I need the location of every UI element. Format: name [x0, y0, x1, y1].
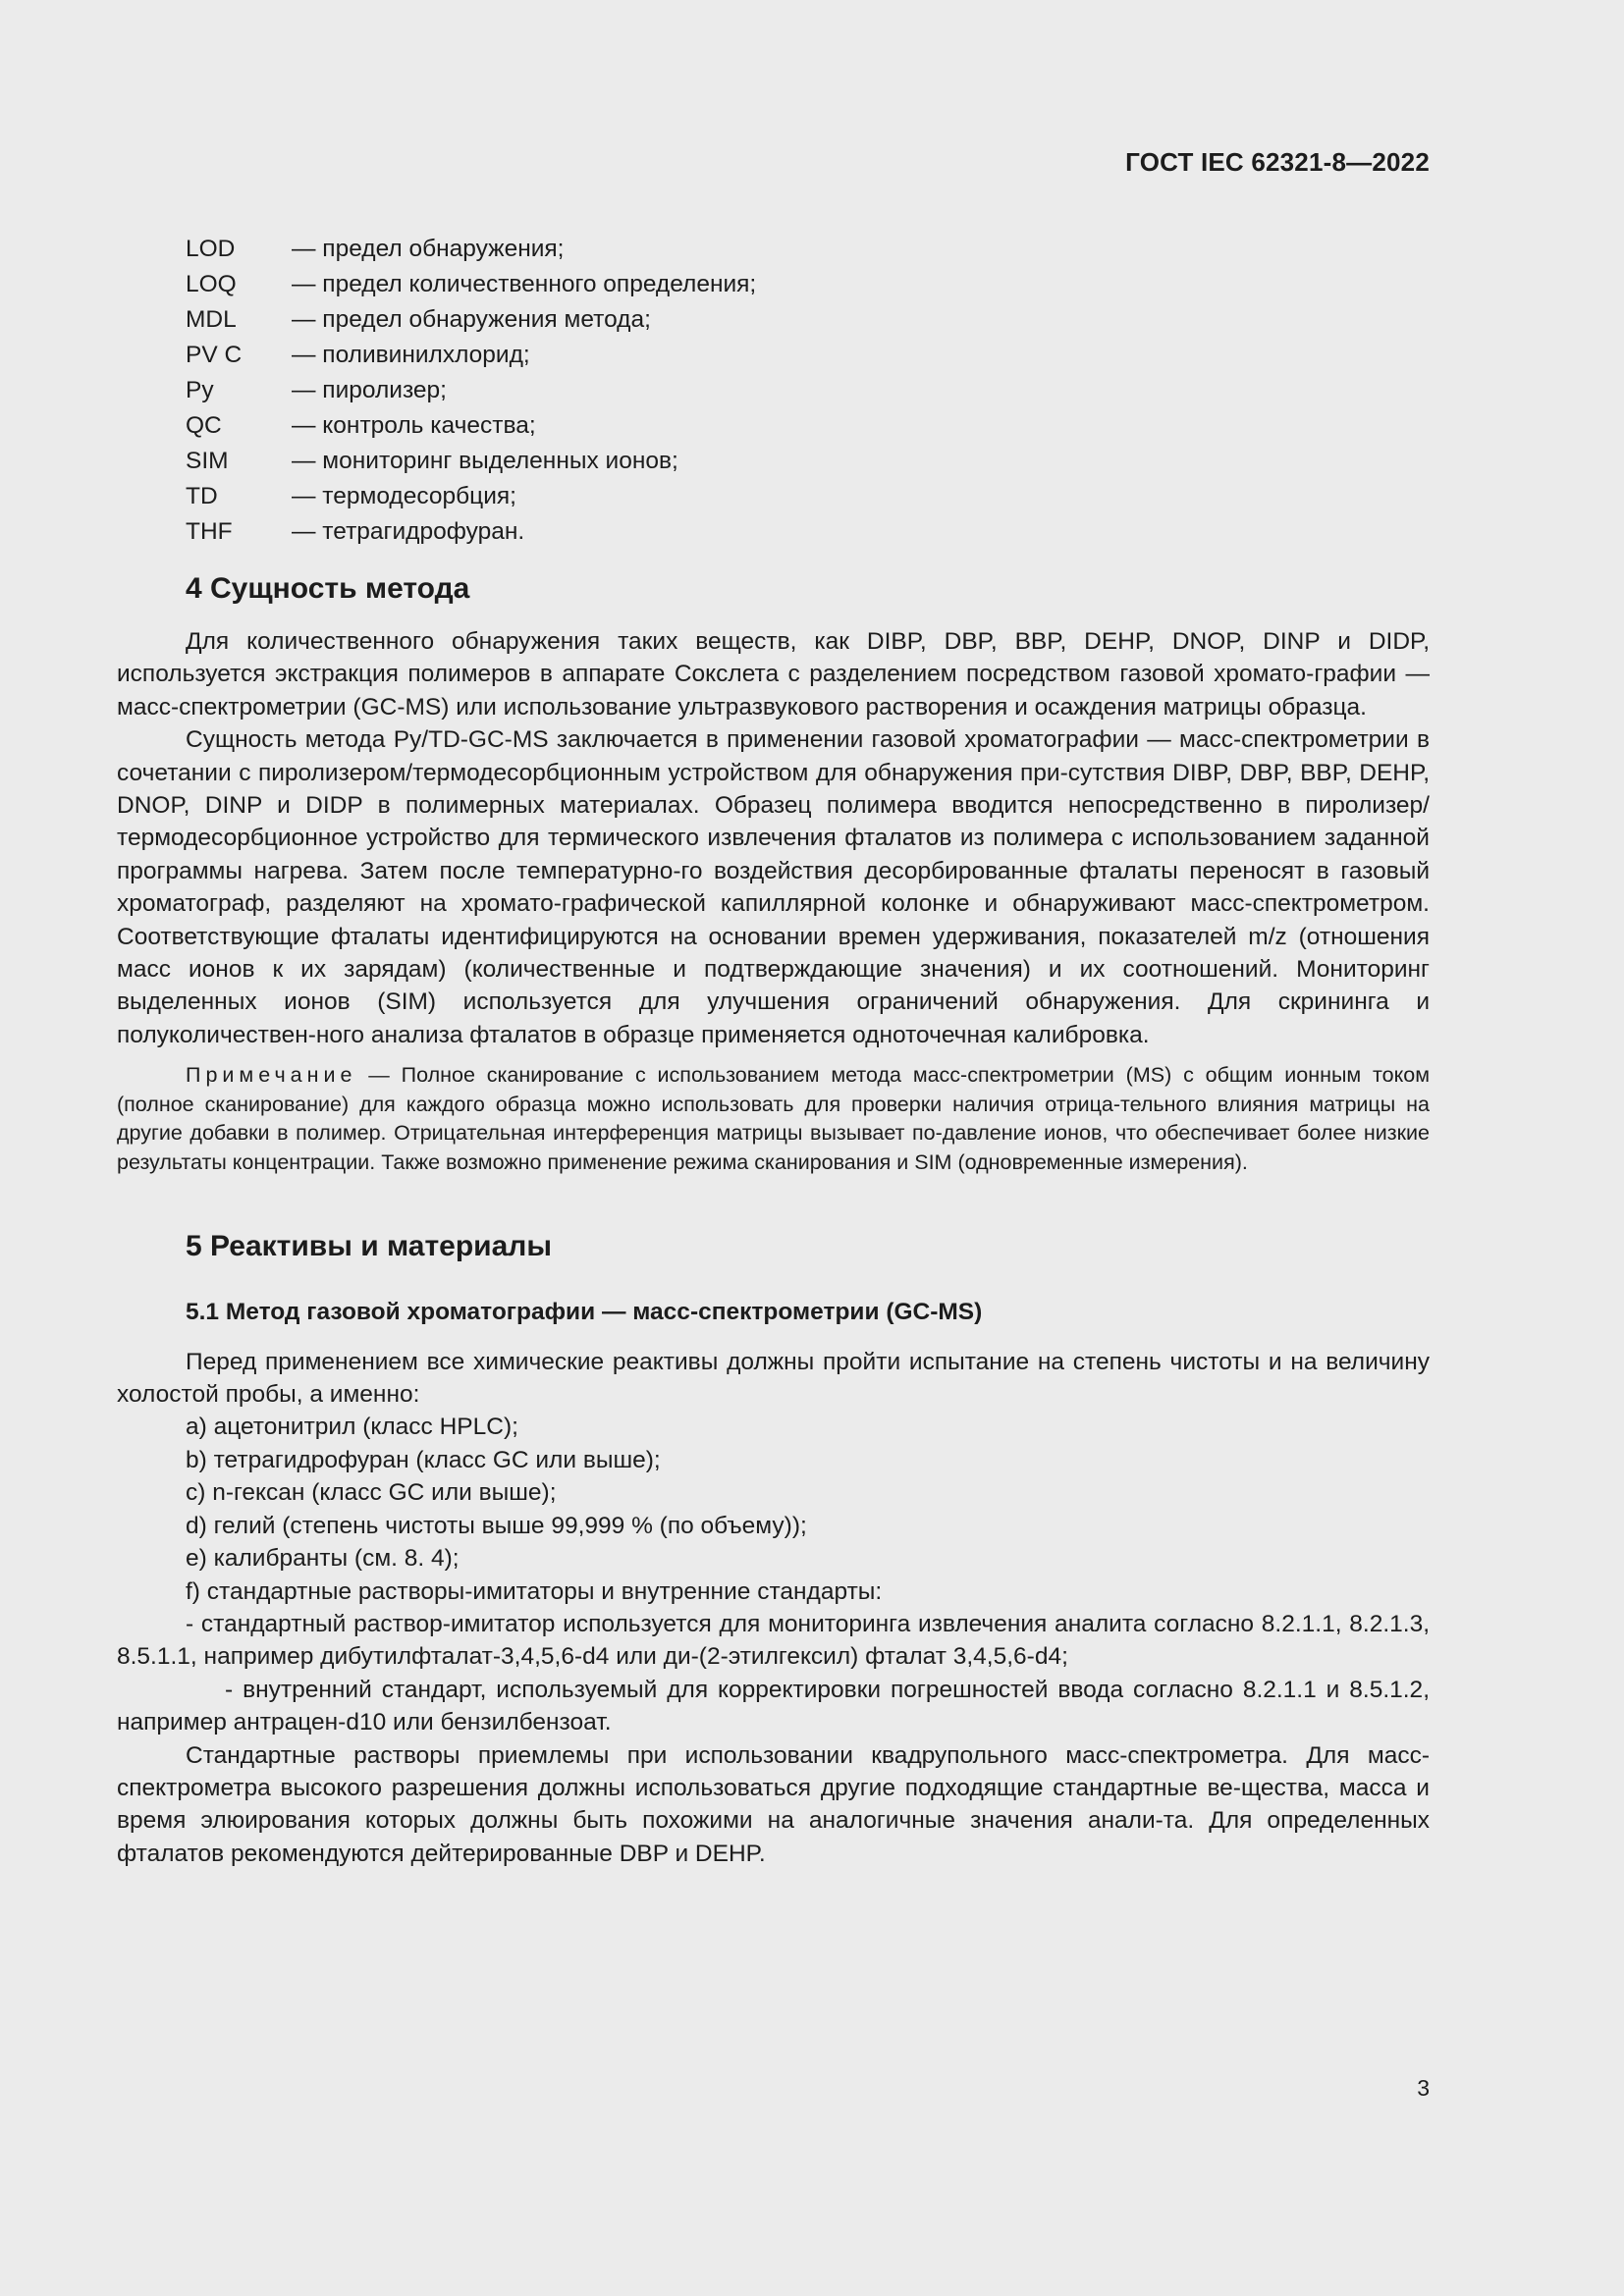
section-4-note [117, 1061, 1430, 1177]
page-content [117, 232, 1430, 1870]
abbreviation-term: TD [186, 483, 218, 509]
abbreviation-definition: — контроль качества; [292, 412, 536, 439]
sub-list-item-2: - внутренний стандарт, используемый для корректировки погрешностей ввода согласно 8.2.1.1 и 8.5.1.2, например антрацен-d10 или бензилбензоат. [117, 1676, 1430, 1736]
abbreviation-row [186, 302, 1430, 338]
section-4-body [117, 625, 1430, 1178]
section-4-heading: 4 Сущность метода [186, 572, 470, 605]
abbreviation-term: MDL [186, 306, 237, 333]
list-item: e) калибранты (см. 8. 4); [186, 1545, 460, 1573]
abbreviation-term: LOQ [186, 271, 237, 297]
abbreviation-definition: — предел обнаружения метода; [292, 306, 651, 333]
abbreviation-row [186, 514, 1430, 550]
list-item: f) стандартные растворы-имитаторы и внутренние стандарты: [186, 1577, 883, 1605]
abbreviation-term: LOD [186, 236, 236, 262]
list-item: a) ацетонитрил (класс HPLC); [186, 1414, 518, 1441]
abbreviation-list [117, 232, 1430, 550]
list-item: c) n-гексан (класс GC или выше); [186, 1479, 557, 1507]
abbreviation-row [186, 338, 1430, 373]
abbreviation-row [186, 373, 1430, 408]
subsection-5-1-heading: 5.1 Метод газовой хроматографии — масс-спектрометрии (GC-MS) [186, 1298, 983, 1325]
abbreviation-definition: — предел обнаружения; [292, 236, 565, 262]
abbreviation-row [186, 479, 1430, 514]
abbreviation-row [186, 444, 1430, 479]
abbreviation-term: PV C [186, 342, 243, 368]
note-text: — Полное сканирование с использованием метода масс-спектрометрии (MS) с общим ионным током (полное сканирование) для каждого образца можно использовать для проверки наличия отрица-тельного влияния матрицы на другие добавки в полимер. Отрицательная интерференция матрицы вызывает по-давление ионов, что обеспечивает более низкие результаты концентрации. Также возможно применение режима сканирования и SIM (одновременные измерения). [117, 1063, 1430, 1175]
abbreviation-term: SIM [186, 448, 229, 474]
list-item: d) гелий (степень чистоты выше 99,999 % (по объему)); [186, 1512, 807, 1539]
abbreviation-definition: — поливинилхлорид; [292, 342, 530, 368]
abbreviation-row [186, 408, 1430, 444]
note-label: Примечание [186, 1063, 357, 1088]
document-header: ГОСТ IEC 62321-8—2022 [1125, 147, 1430, 177]
abbreviation-term: Py [186, 377, 214, 403]
abbreviation-row [186, 232, 1430, 267]
section-5-heading: 5 Реактивы и материалы [186, 1229, 552, 1262]
page-number: 3 [1417, 2075, 1430, 2101]
abbreviation-definition: — тетрагидрофуран. [292, 518, 525, 545]
section-4-paragraph-2: Сущность метода Py/TD-GC-MS заключается в применении газовой хроматографии — масс-спектрометрии в сочетании с пиролизером/термодесорбционным устройством для обнаружения при-сутствия DIBP, DBP, BBP, DEHP, DNOP, DINP и DIDP в полимерных материалах. Образец полимера вводится непосредственно в пиролизер/термодесорбционное устройство для термического извлечения фталатов из полимера с использованием заданной программы нагрева. Затем после температурно-го воздействия десорбированные фталаты переносят в газовый хроматограф, разделяют на хромато-графической капиллярной колонке и обнаруживают масс-спектрометром. Соответствующие фталаты идентифицируются на основании времен удерживания, показателей m/z (отношения масс ионов к их зарядам) (количественные и подтверждающие значения) и их соотношений. Мониторинг выделенных ионов (SIM) используется для улучшения ограничений обнаружения. Для скрининга и полуколичествен-ного анализа фталатов в образце применяется одноточечная калибровка. [117, 726, 1430, 1048]
abbreviation-definition: — предел количественного определения; [292, 271, 757, 297]
abbreviation-term: THF [186, 518, 233, 545]
abbreviation-definition: — мониторинг выделенных ионов; [292, 448, 678, 474]
abbreviation-definition: — пиролизер; [292, 377, 447, 403]
section-5-intro: Перед применением все химические реактивы должны пройти испытание на степень чистоты и на величину холостой пробы, а именно: [117, 1348, 1430, 1409]
list-item: b) тетрагидрофуран (класс GC или выше); [186, 1446, 661, 1473]
sub-list-item-1: - стандартный раствор-имитатор используется для мониторинга извлечения аналита согласно 8.2.1.1, 8.2.1.3, 8.5.1.1, например дибутилфталат-3,4,5,6-d4 или ди-(2-этилгексил) фталат 3,4,5,6-d4; [117, 1610, 1430, 1671]
section-5-closing: Стандартные растворы приемлемы при использовании квадрупольного масс-спектрометра. Для масс-спектрометра высокого разрешения должны использоваться другие подходящие стандартные ве-щества, масса и время элюирования которых должны быть похожими на аналогичные значения анали-та. Для определенных фталатов рекомендуются дейтерированные DBP и DEHP. [117, 1741, 1430, 1867]
abbreviation-term: QC [186, 412, 222, 439]
section-5-body [117, 1346, 1430, 1871]
abbreviation-row [186, 267, 1430, 302]
abbreviation-definition: — термодесорбция; [292, 483, 516, 509]
section-4-paragraph-1: Для количественного обнаружения таких веществ, как DIBP, DBP, BBP, DEHP, DNOP, DINP и DIDP, используется экстракция полимеров в аппарате Сокслета с разделением посредством газовой хромато-графии — масс-спектрометрии (GC-MS) или использование ультразвукового растворения и осаждения матрицы образца. [117, 628, 1430, 721]
